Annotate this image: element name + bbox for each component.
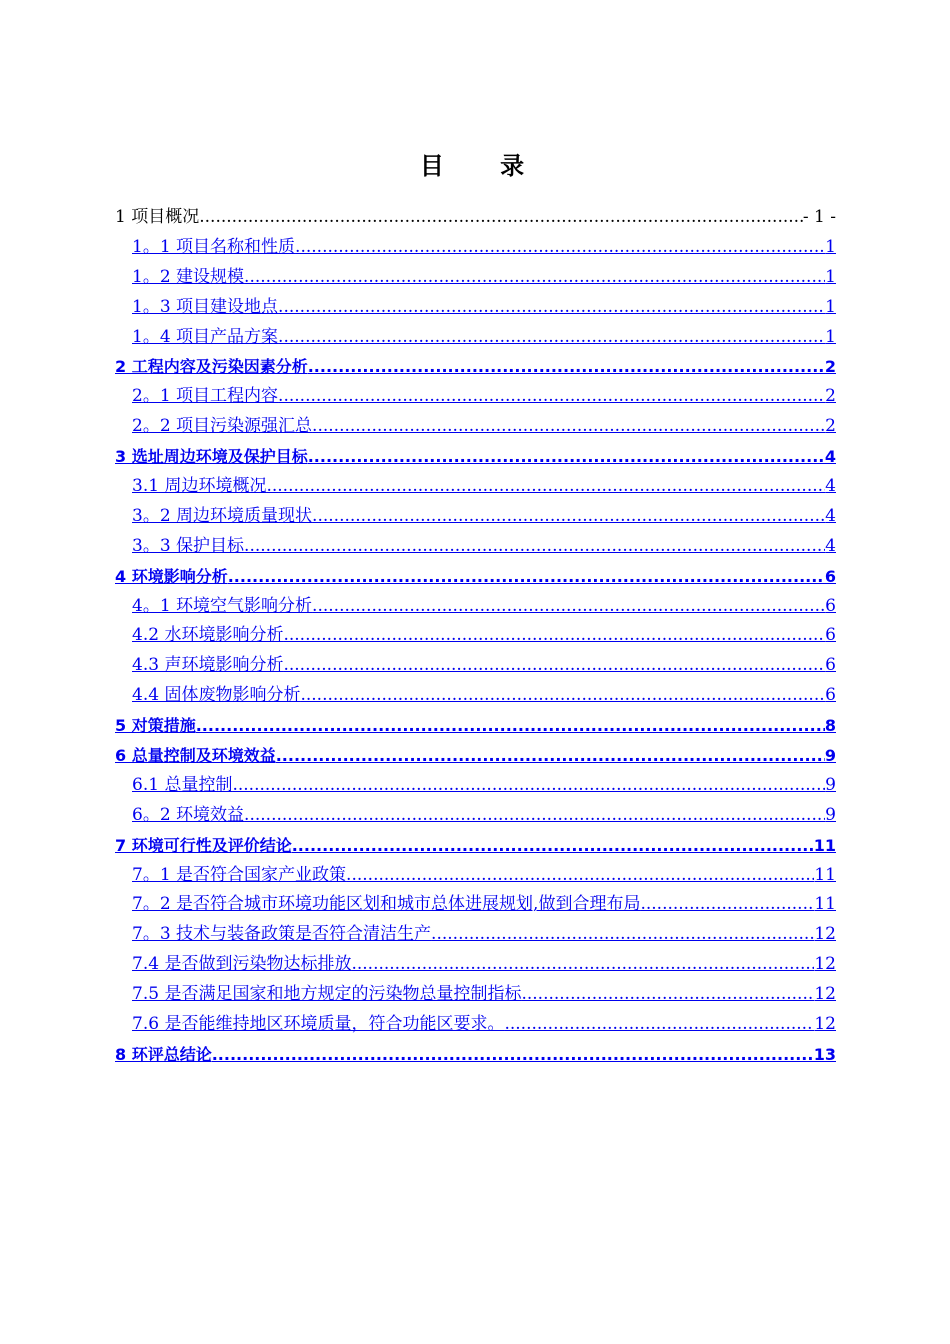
toc-entry-7-4[interactable] xyxy=(115,950,836,980)
toc-entry-page: 12 xyxy=(814,1014,836,1035)
dot-leader xyxy=(232,771,825,801)
toc-entry-label: 3。3 保护目标 xyxy=(132,535,245,556)
toc-entry-label: 4.2 水环境影响分析 xyxy=(132,625,284,646)
toc-entry-2-1[interactable] xyxy=(115,382,836,412)
toc-entry-page: 1 xyxy=(825,236,836,257)
dot-leader xyxy=(300,681,825,711)
toc-entry-6-1[interactable] xyxy=(115,771,836,801)
table-of-contents xyxy=(115,203,836,1070)
dot-leader xyxy=(196,711,825,741)
toc-entry-page: - 1 - xyxy=(802,207,836,227)
toc-entry-4-1[interactable] xyxy=(115,592,836,622)
toc-entry-label: 7。1 是否符合国家产业政策 xyxy=(132,864,347,885)
toc-entry-page: 4 xyxy=(825,535,836,556)
toc-entry-1-1[interactable] xyxy=(115,233,836,263)
toc-entry-4[interactable] xyxy=(115,562,836,592)
toc-entry-page: 11 xyxy=(814,864,836,885)
toc-entry-page: 6 xyxy=(825,625,836,646)
toc-entry-4-4[interactable] xyxy=(115,681,836,711)
toc-entry-page: 8 xyxy=(824,716,836,736)
toc-entry-8[interactable] xyxy=(115,1040,836,1070)
toc-entry-2-2[interactable] xyxy=(115,412,836,442)
toc-entry-3-2[interactable] xyxy=(115,502,836,532)
toc-entry-page: 4 xyxy=(824,447,836,467)
dot-leader xyxy=(292,831,814,861)
toc-entry-5[interactable] xyxy=(115,711,836,741)
toc-entry-label: 6。2 环境效益 xyxy=(132,804,245,825)
toc-entry-7-6[interactable] xyxy=(115,1010,836,1040)
page-title: 目 录 xyxy=(419,152,549,180)
toc-entry-label: 6.1 总量控制 xyxy=(132,774,233,795)
toc-entry-2[interactable] xyxy=(115,352,836,382)
toc-entry-page: 9 xyxy=(825,804,836,825)
dot-leader xyxy=(199,203,803,233)
dot-leader xyxy=(212,1040,814,1070)
toc-entry-3-3[interactable] xyxy=(115,532,836,562)
toc-entry-3[interactable] xyxy=(115,442,836,472)
toc-entry-label: 1。3 项目建设地点 xyxy=(132,296,279,317)
dot-leader xyxy=(346,861,814,891)
dot-leader xyxy=(640,890,814,920)
toc-entry-label: 4.4 固体废物影响分析 xyxy=(132,685,301,706)
toc-entry-1[interactable] xyxy=(115,203,836,233)
dot-leader xyxy=(312,412,825,442)
toc-entry-page: 2 xyxy=(825,416,836,437)
toc-entry-label: 6 总量控制及环境效益 xyxy=(115,746,276,766)
toc-entry-6[interactable] xyxy=(115,741,836,771)
toc-entry-7-3[interactable] xyxy=(115,920,836,950)
toc-entry-page: 2 xyxy=(824,357,836,377)
dot-leader xyxy=(295,233,825,263)
toc-entry-4-3[interactable] xyxy=(115,651,836,681)
toc-entry-page: 1 xyxy=(825,296,836,317)
dot-leader xyxy=(244,263,825,293)
toc-entry-page: 6 xyxy=(825,655,836,676)
toc-entry-page: 11 xyxy=(814,894,836,915)
toc-entry-page: 1 xyxy=(825,326,836,347)
toc-entry-page: 11 xyxy=(813,835,836,855)
toc-entry-label: 7。2 是否符合城市环境功能区划和城市总体进展规划,做到合理布局 xyxy=(132,894,641,915)
toc-entry-label: 5 对策措施 xyxy=(115,716,196,736)
dot-leader xyxy=(312,592,825,622)
dot-leader xyxy=(308,352,825,382)
toc-entry-label: 1。1 项目名称和性质 xyxy=(132,236,296,257)
toc-entry-label: 4.3 声环境影响分析 xyxy=(132,655,284,676)
toc-entry-7-1[interactable] xyxy=(115,861,836,891)
toc-entry-page: 12 xyxy=(814,984,836,1005)
toc-entry-label: 2。1 项目工程内容 xyxy=(132,386,279,407)
toc-entry-label: 3.1 周边环境概况 xyxy=(132,476,267,497)
toc-entry-label: 4。1 环境空气影响分析 xyxy=(132,595,313,616)
toc-entry-4-2[interactable] xyxy=(115,621,836,651)
toc-entry-page: 9 xyxy=(824,746,836,766)
toc-entry-page: 4 xyxy=(825,476,836,497)
toc-entry-6-2[interactable] xyxy=(115,801,836,831)
dot-leader xyxy=(308,442,825,472)
toc-entry-page: 12 xyxy=(814,924,836,945)
dot-leader xyxy=(276,741,825,771)
toc-entry-page: 9 xyxy=(825,774,836,795)
dot-leader xyxy=(312,502,825,532)
toc-entry-label: 3 选址周边环境及保护目标 xyxy=(115,447,308,467)
toc-entry-label: 2。2 项目污染源强汇总 xyxy=(132,416,313,437)
toc-entry-3-1[interactable] xyxy=(115,472,836,502)
dot-leader xyxy=(521,980,814,1010)
toc-entry-page: 6 xyxy=(825,595,836,616)
toc-entry-label: 1 项目概况 xyxy=(115,207,200,227)
dot-leader xyxy=(278,293,825,323)
toc-entry-label: 1。4 项目产品方案 xyxy=(132,326,279,347)
toc-entry-page: 4 xyxy=(825,505,836,526)
toc-entry-label: 7.4 是否做到污染物达标排放 xyxy=(132,954,352,975)
dot-leader xyxy=(351,950,814,980)
dot-leader xyxy=(278,323,825,353)
toc-entry-page: 6 xyxy=(824,566,836,586)
dot-leader xyxy=(283,651,825,681)
toc-entry-label: 7.6 是否能维持地区环境质量，符合功能区要求。 xyxy=(132,1014,505,1035)
toc-entry-1-2[interactable] xyxy=(115,263,836,293)
toc-entry-label: 7.5 是否满足国家和地方规定的污染物总量控制指标 xyxy=(132,984,522,1005)
dot-leader xyxy=(266,472,825,502)
dot-leader xyxy=(431,920,814,950)
toc-entry-7[interactable] xyxy=(115,831,836,861)
toc-entry-page: 13 xyxy=(813,1044,836,1064)
toc-entry-7-5[interactable] xyxy=(115,980,836,1010)
toc-entry-label: 2 工程内容及污染因素分析 xyxy=(115,357,308,377)
toc-entry-page: 6 xyxy=(825,685,836,706)
dot-leader xyxy=(244,532,825,562)
toc-entry-page: 2 xyxy=(825,386,836,407)
toc-entry-7-2[interactable] xyxy=(115,890,836,920)
toc-entry-label: 3。2 周边环境质量现状 xyxy=(132,505,313,526)
toc-entry-label: 1。2 建设规模 xyxy=(132,266,245,287)
toc-entry-label: 4 环境影响分析 xyxy=(115,566,228,586)
dot-leader xyxy=(244,801,825,831)
toc-entry-1-4[interactable] xyxy=(115,323,836,353)
dot-leader xyxy=(228,562,825,592)
dot-leader xyxy=(504,1010,814,1040)
toc-entry-page: 1 xyxy=(825,266,836,287)
toc-entry-label: 7。3 技术与装备政策是否符合清洁生产 xyxy=(132,924,432,945)
toc-entry-label: 7 环境可行性及评价结论 xyxy=(115,835,292,855)
toc-entry-label: 8 环评总结论 xyxy=(115,1044,212,1064)
dot-leader xyxy=(283,621,825,651)
toc-entry-page: 12 xyxy=(814,954,836,975)
dot-leader xyxy=(278,382,825,412)
toc-entry-1-3[interactable] xyxy=(115,293,836,323)
